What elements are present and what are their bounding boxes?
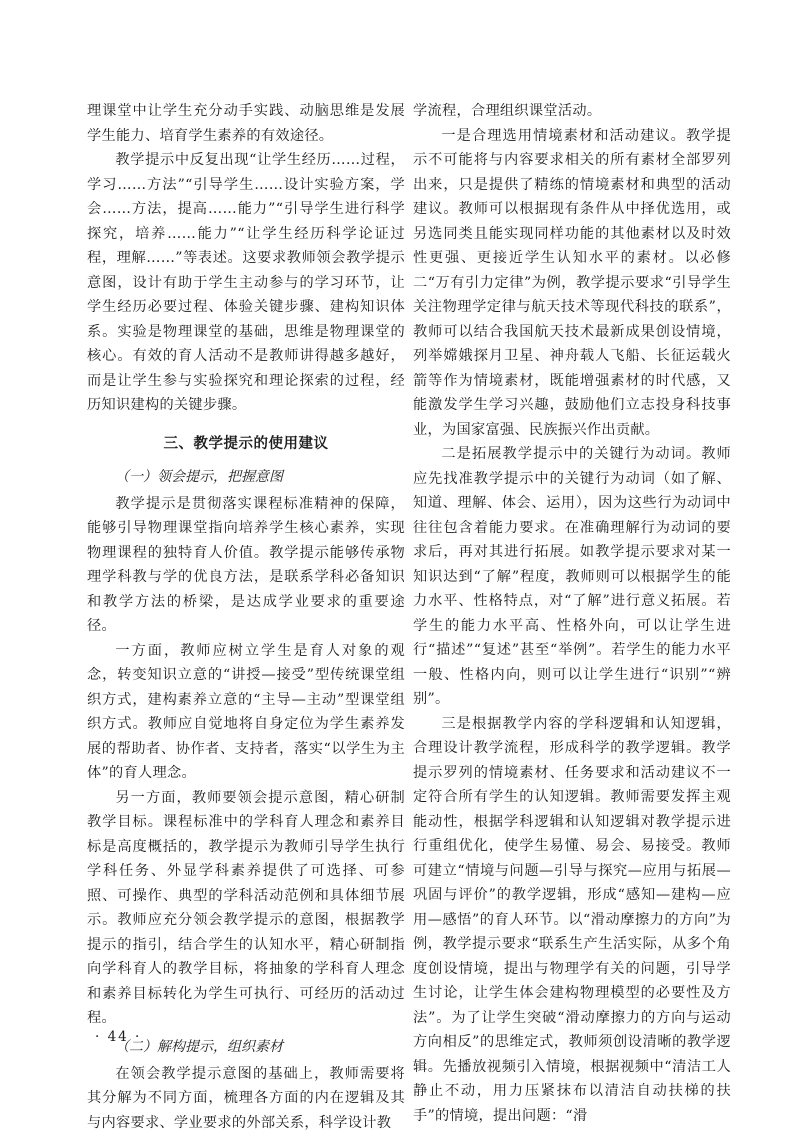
left-column [87, 99, 405, 1135]
paragraph: 另一方面，教师要领会提示意图，精心研制教学目标。课程标准中的学科育人理念和素养目标是高度概括的，教学提示为教师引导学生执行学科任务、外显学科素养提供了可选择、可参照、可操作、典型的学科活动范例和具体细节展示。教师应充分领会教学提示的意图，根据教学提示的指引，结合学生的认知水平，精心研制指向学科育人的教学目标，将抽象的学科育人理念和素养目标转化为学生可执行、可经历的活动过程。 [87, 786, 405, 1031]
paragraph: 一是合理选用情境素材和活动建议。教学提示不可能将与内容要求相关的所有素材全部罗列出来，只是提供了精练的情境素材和典型的活动建议。教师可以根据现有条件从中择优选用，或另选同类且能实现同样功能的其他素材以及时效性更强、更接近学生认知水平的素材。以必修二“万有引力定律”为例，教学提示要求“引导学生关注物理学定律与航天技术等现代科技的联系”，教师可以结合我国航天技术最新成果创设情境，列举嫦娥探月卫星、神舟载人飞船、长征运载火箭等作为情境素材，既能增强素材的时代感，又能激发学生学习兴趣，鼓励他们立志投身科技事业，为国家富强、民族振兴作出贡献。 [413, 124, 731, 443]
paragraph: 学流程，合理组织课堂活动。 [413, 99, 731, 124]
paragraph: 三是根据教学内容的学科逻辑和认知逻辑，合理设计教学流程，形成科学的教学逻辑。教学提示罗列的情境素材、任务要求和活动建议不一定符合所有学生的认知逻辑。教师需要发挥主观能动性，根据学科逻辑和认知逻辑对教学提示进行重组优化，使学生易懂、易会、易接受。教师可建立“情境与问题—引导与探究—应用与拓展—巩固与评价”的教学逻辑，形成“感知—建构—应用—感悟”的育人环节。以“滑动摩擦力的方向”为例，教学提示要求“联系生产生活实际，从多个角度创设情境，提出与物理学有关的问题，引导学生讨论，让学生体会建构物理模型的必要性及方法”。为了让学生突破“滑动摩擦力的方向与运动方向相反”的思维定式，教师须创设清晰的教学逻辑。先播放视频引入情境，根据视频中“清洁工人静止不动，用力压紧抹布以清洁自动扶梯的扶手”的情境，提出问题：“滑 [413, 712, 731, 1129]
paragraph: 教学提示是贯彻落实课程标准精神的保障，能够引导物理课堂指向培养学生核心素养，实现物理课程的独特育人价值。教学提示能够传承物理学科教与学的优良方法，是联系学科必备知识和教学方法的桥梁，是达成学业要求的重要途径。 [87, 492, 405, 639]
section-heading: 三、教学提示的使用建议 [87, 432, 405, 453]
page-number: · 44 · [95, 1029, 141, 1045]
paragraph: 理课堂中让学生充分动手实践、动脑思维是发展学生能力、培育学生素养的有效途径。 [87, 99, 405, 148]
paragraph: 二是拓展教学提示中的关键行为动词。教师应先找准教学提示中的关键行为动词（如了解、知道、理解、体会、运用），因为这些行为动词中往往包含着能力要求。在准确理解行为动词的要求后，再对其进行拓展。如教学提示要求对某一知识达到“了解”程度，教师则可以根据学生的能力水平、性格特点，对“了解”进行意义拓展。若学生的能力水平高、性格外向，可以让学生进行“描述”“复述”甚至“举例”。若学生的能力水平一般、性格内向，则可以让学生进行“识别”“辨别”。 [413, 442, 731, 712]
subsection-heading: （一）领会提示，把握意图 [87, 465, 405, 489]
right-column [413, 99, 731, 1128]
subsection-heading: （二）解构提示，组织素材 [87, 1035, 405, 1059]
paragraph: 一方面，教师应树立学生是育人对象的观念，转变知识立意的“讲授—接受”型传统课堂组织方式，建构素养立意的“主导—主动”型课堂组织方式。教师应自觉地将自身定位为学生素养发展的帮助者、协作者、支持者，落实“以学生为主体”的育人理念。 [87, 639, 405, 786]
paragraph: 在领会教学提示意图的基础上，教师需要将其分解为不同方面，梳理各方面的内在逻辑及其与内容要求、学业要求的外部关系，科学设计教 [87, 1062, 405, 1135]
paragraph: 教学提示中反复出现“让学生经历……过程，学习……方法”“引导学生……设计实验方案，学会……方法，提高……能力”“引导学生进行科学探究，培养……能力”“让学生经历科学论证过程，理解……”等表述。这要求教师领会教学提示意图，设计有助于学生主动参与的学习环节，让学生经历必要过程、体验关键步骤、建构知识体系。实验是物理课堂的基础，思维是物理课堂的核心。有效的育人活动不是教师讲得越多越好，而是让学生参与实验探究和理论探索的过程，经历知识建构的关键步骤。 [87, 148, 405, 418]
